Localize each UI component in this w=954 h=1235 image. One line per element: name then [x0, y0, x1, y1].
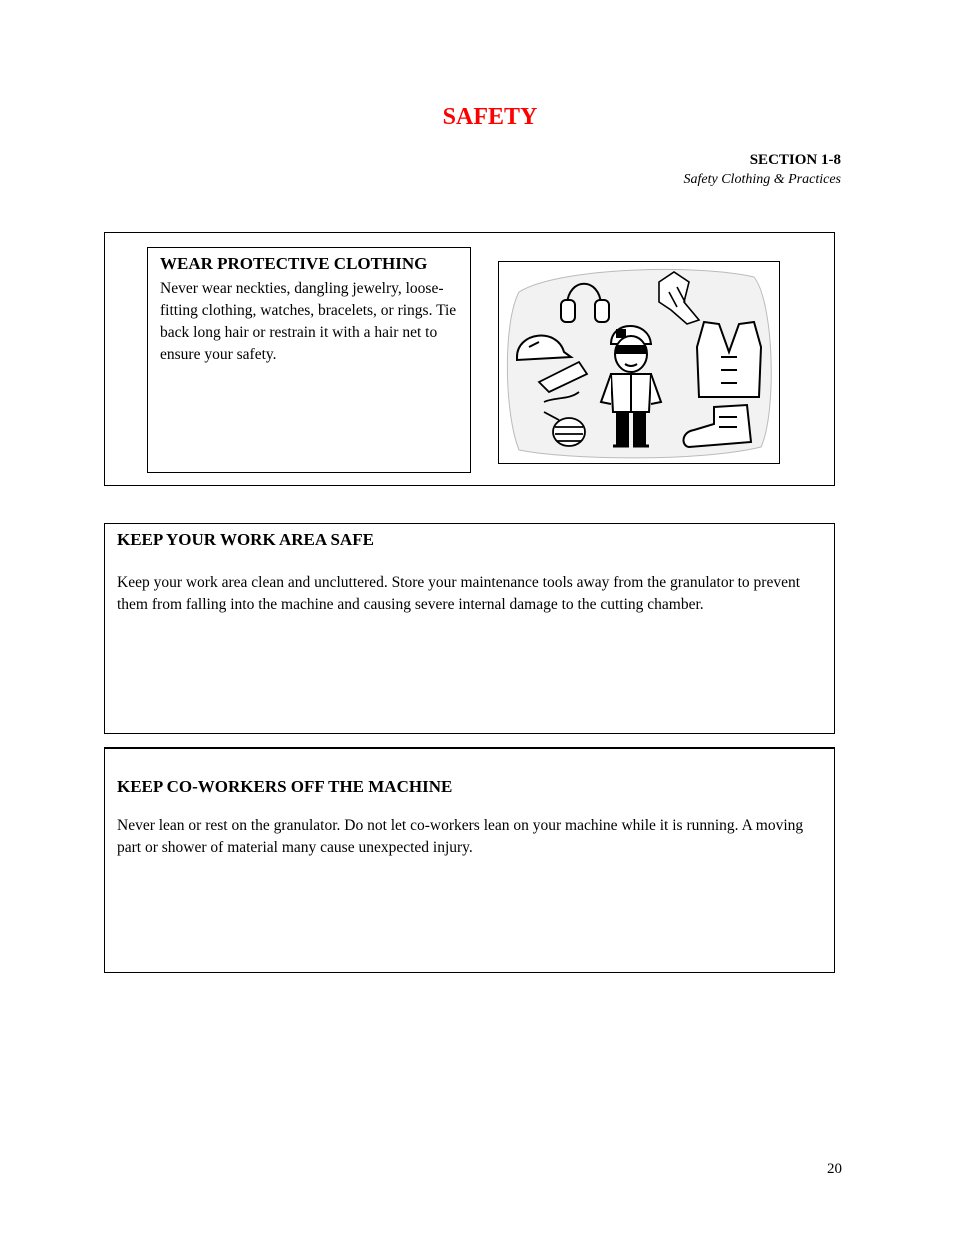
protective-clothing-textbox [147, 247, 471, 473]
protective-clothing-text: Never wear neckties, dangling jewelry, loose-fitting clothing, watches, bracelets, or rings. Tie back long hair or restrain it with a hair net to ensure your safety. [160, 280, 457, 363]
page-title: SAFETY [442, 104, 538, 130]
work-area-panel [104, 523, 835, 734]
section-number: SECTION 1-8 [749, 152, 841, 168]
co-workers-heading: KEEP CO-WORKERS OFF THE MACHINE [117, 777, 453, 796]
work-area-text: Keep your work area clean and uncluttered. Store your maintenance tools away from the granulator to prevent them from falling into the machine and causing severe internal damage to the cutting chamber. [117, 574, 801, 613]
protective-gear-drawing [499, 262, 779, 463]
work-area-heading: KEEP YOUR WORK AREA SAFE [117, 530, 374, 549]
protective-clothing-panel [104, 232, 835, 486]
co-workers-panel [104, 747, 835, 973]
page-number: 20 [827, 1161, 842, 1177]
section-subtitle: Safety Clothing & Practices [683, 172, 841, 187]
protective-gear-illustration [498, 261, 780, 464]
co-workers-text: Never lean or rest on the granulator. Do not let co-workers lean on your machine while it is running. A moving part or shower of material many cause unexpected injury. [117, 817, 804, 856]
protective-clothing-heading: WEAR PROTECTIVE CLOTHING [160, 254, 428, 273]
